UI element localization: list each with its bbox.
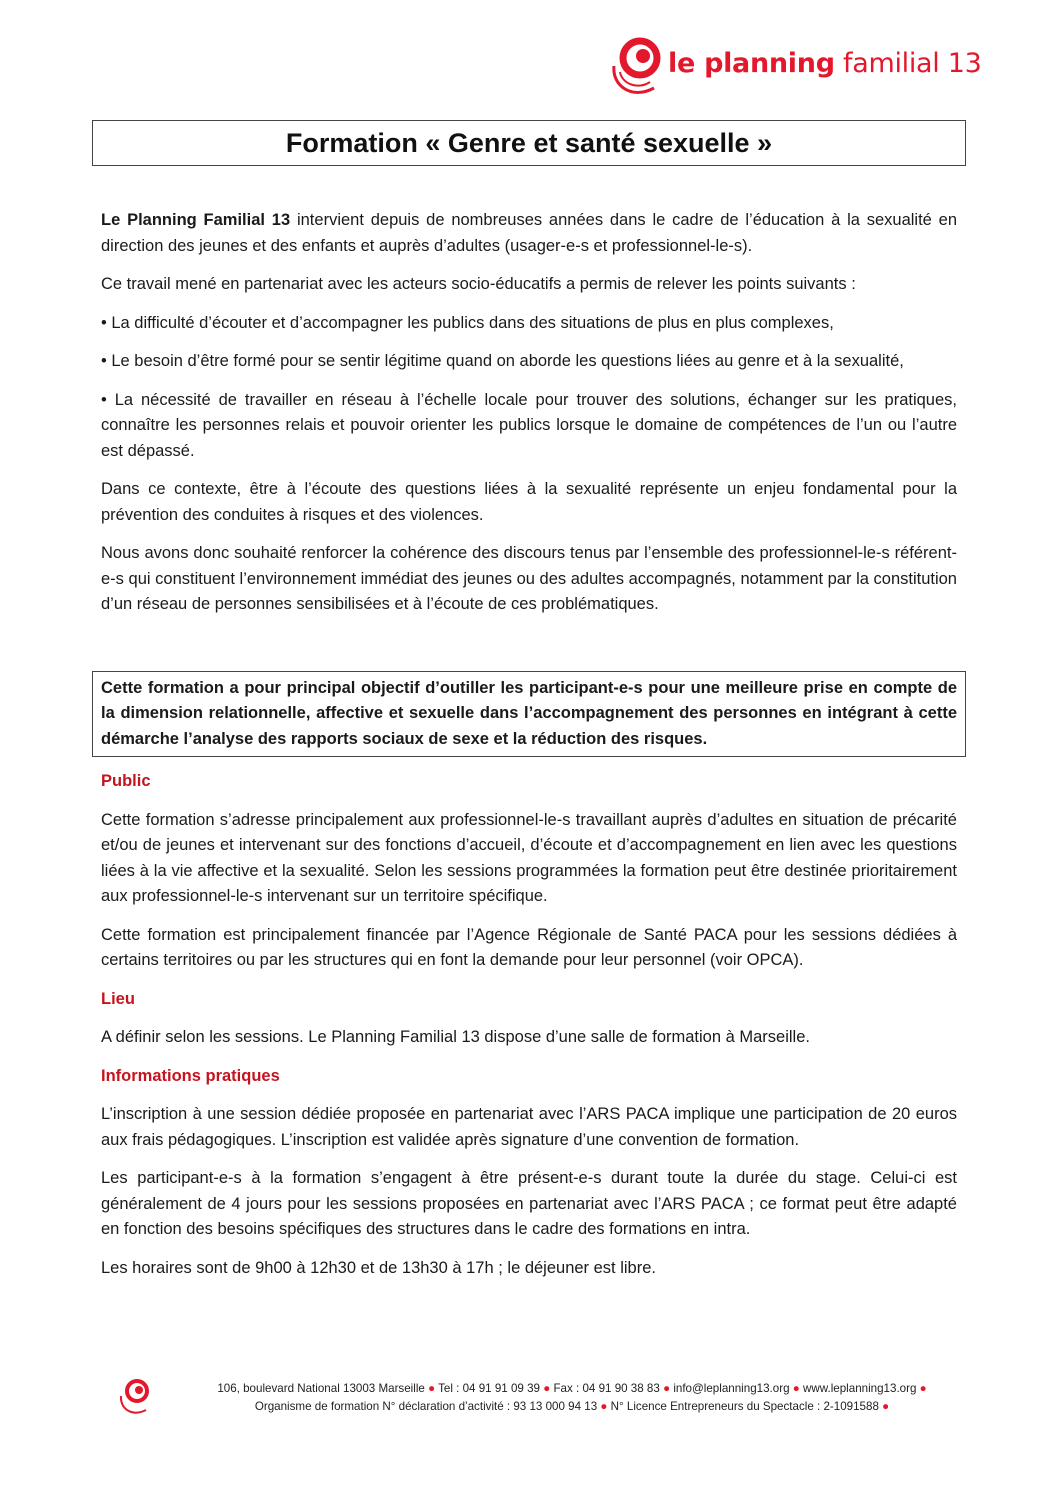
footer-bullet: ● bbox=[792, 1382, 800, 1395]
logo-text-rest: familial 13 bbox=[834, 48, 982, 79]
bullet-item-1: • La difficulté d’écouter et d’accompagner les publics dans des situations de plus en plus complexes, bbox=[101, 313, 834, 332]
footer-logo-icon bbox=[118, 1377, 152, 1417]
header-logo bbox=[610, 36, 982, 100]
footer-address: 106, boulevard National 13003 Marseille bbox=[217, 1382, 425, 1395]
footer-line-2 bbox=[182, 1398, 962, 1416]
section-heading-informations: Informations pratiques bbox=[101, 1066, 280, 1085]
footer-line-1 bbox=[182, 1380, 962, 1398]
org-name: Le Planning Familial 13 bbox=[101, 211, 291, 229]
section-heading-public: Public bbox=[101, 772, 151, 790]
footer-fax: Fax : 04 91 90 38 83 bbox=[553, 1382, 660, 1395]
footer-bullet: ● bbox=[600, 1400, 608, 1413]
infos-paragraph-2: Les participant-e-s à la formation s’engagent à être présent-e-s durant toute la durée du stage. Celui-ci est généralement de 4 jours pour les sessions proposées en partenariat avec l’ARS PACA ; ce format peut être adapté en fonction des besoins spécifiques des structures dans le cadre des formations en intra. bbox=[101, 1169, 957, 1238]
objective-box: Cette formation a pour principal objectif d’outiller les participant-e-s pour une meilleure prise en compte de la dimension relationnelle, affective et sexuelle dans l’accompagnement des personnes en intégrant à cette démarche l’analyse des rapports sociaux de sexe et la réduction des risques. bbox=[92, 671, 966, 758]
infos-paragraph-3: Les horaires sont de 9h00 à 12h30 et de 13h30 à 17h ; le déjeuner est libre. bbox=[101, 1258, 656, 1277]
spacer bbox=[101, 631, 957, 671]
title-box bbox=[92, 120, 966, 166]
footer-declaration: Organisme de formation N° déclaration d’activité : 93 13 000 94 13 bbox=[254, 1400, 598, 1413]
public-paragraph-2: Cette formation est principalement financée par l’Agence Régionale de Santé PACA pour les sessions dédiées à certains territoires ou par les structures qui en font la demande pour leur personnel (voir OPCA). bbox=[101, 925, 957, 969]
bullet-item-3: • La nécessité de travailler en réseau à l’échelle locale pour trouver des solutions, échanger sur les pratiques, connaître les personnes relais et pouvoir orienter les publics lorsque le domaine de compétences de l’un ou l’autre est dépassé. bbox=[101, 390, 957, 460]
logo-text-bold: le planning bbox=[668, 48, 835, 79]
main-content bbox=[101, 208, 957, 1294]
footer-email-link[interactable]: info@leplanning13.org bbox=[673, 1382, 790, 1395]
footer-text bbox=[182, 1380, 962, 1416]
planning-familial-logo-icon bbox=[610, 36, 666, 100]
intro-paragraph-3: Dans ce contexte, être à l’écoute des questions liées à la sexualité représente un enjeu fondamental pour la prévention des conduites à risques et des violences. bbox=[101, 480, 957, 524]
public-paragraph-1: Cette formation s’adresse principalement aux professionnel-le-s travaillant auprès d’adultes en situation de précarité et/ou de jeunes et intervenant sur des fonctions d’accueil, d’écoute et d’accompagnement en lien avec les questions liées à la vie affective et la sexualité. Selon les sessions programmées la formation peut être destinée prioritairement aux professionnel-le-s intervenant sur un territoire spécifique. bbox=[101, 810, 957, 905]
lieu-paragraph: A définir selon les sessions. Le Planning Familial 13 dispose d’une salle de formation à Marseille. bbox=[101, 1028, 810, 1046]
footer-licence: N° Licence Entrepreneurs du Spectacle : 2-1091588 bbox=[610, 1400, 879, 1413]
bullet-item-2: • Le besoin d’être formé pour se sentir légitime quand on aborde les questions liées au genre et à la sexualité, bbox=[101, 352, 904, 370]
footer-bullet: ● bbox=[882, 1400, 890, 1413]
footer-bullet: ● bbox=[428, 1382, 436, 1395]
intro-paragraph-2: Ce travail mené en partenariat avec les acteurs socio-éducatifs a permis de relever les points suivants : bbox=[101, 275, 856, 293]
intro-paragraph-1 bbox=[101, 208, 957, 259]
footer-tel: Tel : 04 91 91 09 39 bbox=[438, 1382, 540, 1395]
footer-bullet: ● bbox=[663, 1382, 671, 1395]
intro-paragraph-4: Nous avons donc souhaité renforcer la cohérence des discours tenus par l’ensemble des professionnel-le-s référent-e-s qui constituent l’environnement immédiat des jeunes ou des adultes accompagnés, notamment par la constitution d’un réseau de personnes sensibilisées et à l’écoute de ces problématiques. bbox=[101, 544, 957, 613]
intro-p1-text: intervient depuis de nombreuses années dans le cadre de l’éducation à la sexualité en direction des jeunes et des enfants et auprès d’adultes (usager-e-s et professionnel-le-s). bbox=[101, 211, 958, 255]
section-heading-lieu: Lieu bbox=[101, 989, 135, 1008]
infos-paragraph-1: L’inscription à une session dédiée proposée en partenariat avec l’ARS PACA implique une participation de 20 euros aux frais pédagogiques. L’inscription est validée après signature d’une convention de formation. bbox=[101, 1105, 957, 1149]
page-title: Formation « Genre et santé sexuelle » bbox=[285, 127, 773, 158]
footer-bullet: ● bbox=[919, 1382, 927, 1395]
logo-wordmark bbox=[668, 48, 982, 79]
footer-bullet: ● bbox=[543, 1382, 551, 1395]
footer-website-link[interactable]: www.leplanning13.org bbox=[803, 1382, 917, 1395]
footer bbox=[118, 1377, 958, 1427]
